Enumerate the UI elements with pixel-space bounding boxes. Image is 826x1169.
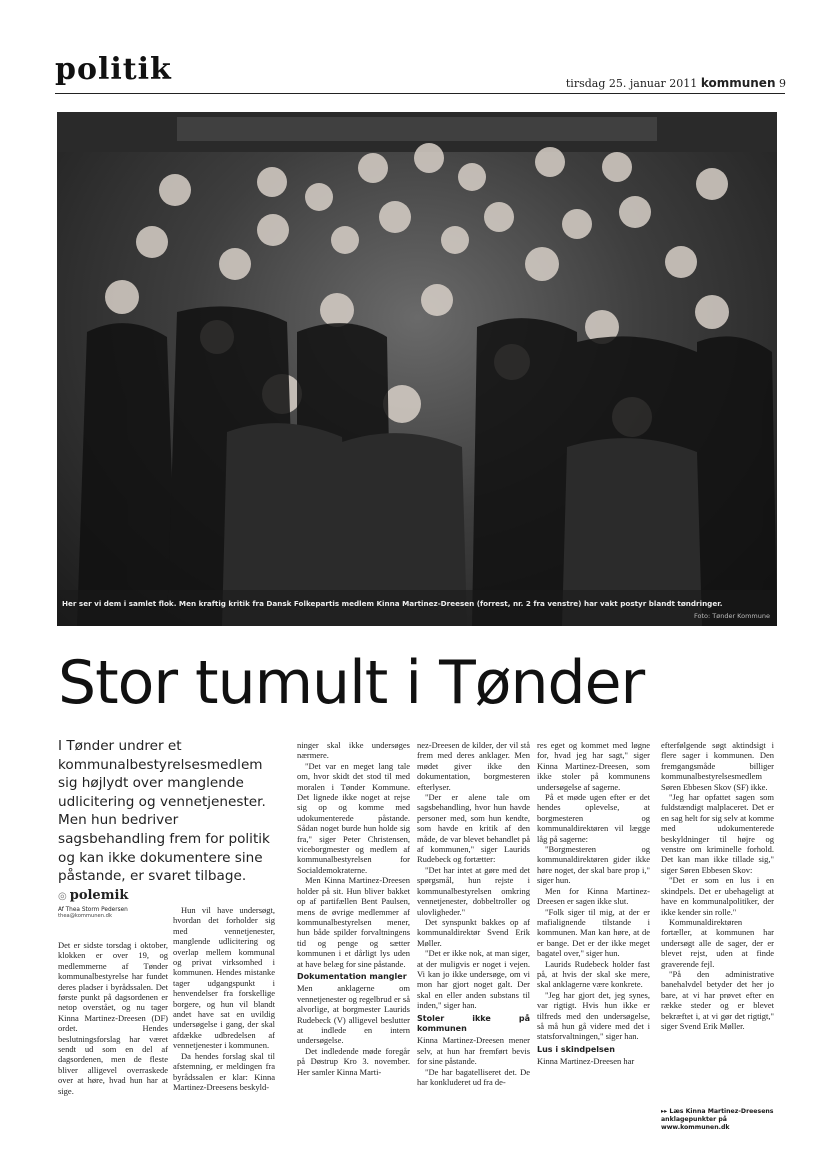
paragraph: efterfølgende søgt aktindsigt i flere sager i kommunen. Den fremgangsmåde billiger kommunalbestyrelsesmedlem Søren Ebbesen Skov (SF) ikke. (661, 740, 774, 792)
paragraph: Kinna Martinez-Dreesen har (537, 1056, 635, 1067)
paragraph: "Borgmesteren og kommunaldirektøren gider ikke høre noget, der skal bare prop i," siger hun. (537, 844, 650, 886)
paragraph: Laurids Rudebeck holder fast på, at hvis der skal ske mere, skal anklagerne være konkrete. (537, 958, 650, 990)
paragraph: På et møde ugen efter er det hendes oplevelse, at borgmesteren og kommunaldirektøren vil lægge låg på sagerne: (537, 792, 650, 844)
column-4 (417, 740, 530, 1087)
paragraph: "Der er alene tale om sagsbehandling, hvor hun havde personer med, som hun kendte, som havde en kritik af den måde, de var blevet behandlet på af kommunen," siger Laurids Rudebeck og fortætter: (417, 792, 530, 865)
polemik-label: polemik (69, 888, 129, 903)
paragraph: "Det var en meget lang tale om, hvor skidt det stod til med moralen i Tønder Kommune. Det lignede ikke noget at rejse sig op og komme med udokumenterede påstande. Sådan noget burde hun holde sig fra," siger Peter Christensen, viceborgmester og medlem af kommunalbestyrelsen for Socialdemokraterne. (297, 760, 410, 875)
header-rule (55, 93, 785, 94)
swirl-icon: ◎ (58, 891, 67, 902)
paragraph: Kommunaldirektøren fortæller, at kommunen har undersøgt alle de sager, der er blevet rejst, uden at finde graverende fejl. (661, 916, 774, 969)
issue-date: tirsdag 25. januar 2011 (565, 77, 698, 90)
paragraph: Kinna Martinez-Dreesen mener selv, at hun har fremført bevis for sine påstande. (417, 1035, 530, 1067)
paragraph: "De har bagatelliseret det. De har konkluderet ud fra de- (417, 1066, 530, 1087)
subheading: Stoler ikke på kommunen (417, 1013, 530, 1033)
column-5 (537, 740, 650, 1067)
double-arrow-icon: ▸▸ (661, 1108, 670, 1115)
paragraph: Da hendes forslag skal til afstemning, er meldingen fra byrådssalen er klar: Kinna Martinez-Dreesens beskyld- (173, 1050, 275, 1092)
web-reference[interactable] (661, 1108, 776, 1132)
paragraph: Men anklagerne om vennetjenester og regelbrud er så alvorlige, at borgmester Laurids Rudebeck (V) alligevel beslutter at indlede en intern undersøgelse. (297, 983, 410, 1046)
byline (58, 888, 168, 919)
paragraph: "Det er som en lus i en skindpels. Det er ubehageligt at have en kommunalpolitiker, der ikke kender sin rolle." (661, 875, 774, 917)
polemik-logo (58, 888, 168, 903)
author-email[interactable]: thea@kommunen.dk (58, 913, 112, 919)
paragraph: "Jeg har opfattet sagen som fuldstændigt malplaceret. Det er en sag helt for sig selv at komme med udokumenterede beskyldninger til højre og venstre om kriminelle forhold. Det kan man ikke tillade sig," siger Søren Ebbesen Skov: (661, 792, 774, 875)
paragraph: ninger skal ikke undersøges nærmere. (297, 740, 410, 761)
paragraph: "På den administrative banehalvdel betyder det her jo bare, at vi har prøvet efter en række steder og er blevet bekræftet i, at vi gør det rigtigt," siger Svend Erik Møller. (661, 968, 774, 1031)
group-photo-illustration (57, 112, 777, 626)
paragraph: Men for Kinna Martinez-Dreesen er sagen ikke slut. (537, 885, 650, 907)
paragraph: Men Kinna Martinez-Dreesen holder på sit. Hun bliver bakket op af partifællen Bent Paulsen, mens de øvrige medlemmer af kommunalbestyrelsen mener, hun både spilder forvaltningens tid og penge og sætter kommunen i et dårligt lys uden at have belæg for sine påstande. (297, 875, 410, 969)
group-photo (57, 112, 777, 626)
section-label: politik (55, 52, 172, 87)
page-header (566, 76, 786, 90)
paragraph: nez-Dreesen de kilder, der vil stå frem med deres anklager. Men mødet giver ikke den dokumentation, borgmesteren efterlyser. (417, 740, 530, 792)
column-2 (173, 905, 275, 1092)
column-6 (661, 740, 774, 1031)
column-3 (297, 740, 410, 1077)
paragraph: Det er sidste torsdag i oktober, klokken er over 19, og medlemmerne af Tønder kommunalbestyrelse har fundet deres pladser i byrådssalen. Det første punkt på dagsordenen er netop overstået, og nu tager Kinna Martinez-Dreesen (DF) ordet. Hendes beslutningsforslag har været sendt ud som en del af dagsordenen, men de fleste bliver alligevel overraskede over at høre, hvad hun har at sige. (58, 940, 168, 1096)
subheading: Lus i skindpelsen (537, 1044, 615, 1054)
photo-caption: Her ser vi dem i samlet flok. Men kraftig kritik fra Dansk Folkepartis medlem Kinna Martinez-Dreesen (forrest, nr. 2 fra venstre) har vakt postyr blandt tøndringer. (62, 599, 723, 608)
paragraph: res eget og kommet med løgne for, hvad jeg har sagt," siger Kinna Martinez-Dreesen, som ikke stoler på kommunens undersøgelse af sagerne. (537, 740, 650, 792)
paragraph: "Det er ikke nok, at man siger, at der muligvis er noget i vejen. Vi kan jo ikke undersøge, om vi mon har gjort noget galt. Der skal en eller anden substans til inden," siger han. (417, 948, 530, 1011)
photo-credit: Foto: Tønder Kommune (693, 612, 770, 620)
page-number: 9 (779, 77, 786, 90)
paragraph: Hun vil have undersøgt, hvordan det forholder sig med vennetjenester, manglende udlicitering og overlap mellem kommunal og privat virksomhed i kommunen. Hendes mistanke tager udgangspunkt i henvendelser fra forskellige borgere, og hun vil blandt andet have sat en uvildig undersøgelse i gang, der skal afdække udbredelsen af vennetjenester i kommunen. (173, 905, 275, 1051)
paper-name: kommunen (700, 76, 776, 90)
subheading: Dokumentation mangler (297, 971, 407, 981)
author-name: Af Thea Storm Pedersen (58, 907, 128, 913)
paragraph: "Jeg har gjort det, jeg synes, var rigtigt. Hvis hun ikke er tilfreds med den undersøgelse, så må hun gå videre med det i statsforvaltningen," siger han. (537, 989, 650, 1042)
column-1 (58, 940, 168, 1096)
web-reference-text[interactable]: Læs Kinna Martinez-Dreesens anklagepunkter på www.kommunen.dk (661, 1108, 774, 1131)
article-lead: I Tønder undrer et kommunalbestyrelsesmedlem sig højlydt over manglende udlicitering og vennetjenester. Men hun bedriver sagsbehandling frem for politik og kan ikke dokumentere sine påstande, er svaret tilbage. (58, 738, 270, 885)
paragraph: Det synspunkt bakkes op af kommunaldirektør Svend Erik Møller. (417, 916, 530, 948)
article-headline: Stor tumult i Tønder (58, 648, 645, 718)
paragraph: Det indledende møde foregår på Døstrup Kro 3. november. Her samler Kinna Marti- (297, 1045, 410, 1077)
paragraph: "Det har intet at gøre med det spørgsmål, hun rejste i kommunalbestyrelsen omkring vennetjenester, dobbeltroller og ulovligheder." (417, 864, 530, 917)
paragraph: "Folk siger til mig, at der er mafialignende tilstande i kommunen. Man kan høre, at de er bange. Det er der ikke meget bagatel over," siger hun. (537, 906, 650, 959)
